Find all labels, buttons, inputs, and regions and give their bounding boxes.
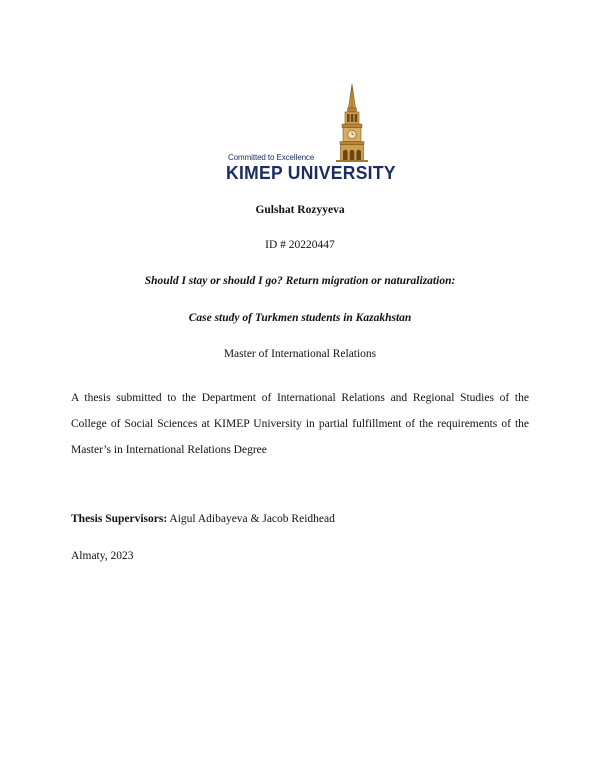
thesis-title-line-1: Should I stay or should I go? Return migration or naturalization:	[144, 275, 456, 287]
degree-name: Master of International Relations	[223, 348, 377, 360]
thesis-supervisors	[71, 513, 335, 525]
supervisors-label: Thesis Supervisors:	[71, 513, 168, 525]
supervisors-names: Aigul Adibayeva & Jacob Reidhead	[167, 513, 335, 525]
logo-tagline: Committed to Excellence	[228, 153, 315, 162]
author-name: Gulshat Rozyyeva	[255, 204, 345, 216]
place-and-year: Almaty, 2023	[71, 550, 134, 562]
logo-wordmark: KIMEP UNIVERSITY	[226, 162, 396, 183]
student-id: ID # 20220447	[265, 239, 335, 251]
university-logo	[226, 84, 396, 183]
thesis-title-line-2: Case study of Turkmen students in Kazakhstan	[188, 312, 412, 324]
submission-statement: A thesis submitted to the Department of International Relations and Regional Studies of the College of Social Sciences at KIMEP University in partial fulfillment of the requirements of the Master’s in International Relations Degree	[71, 392, 529, 456]
